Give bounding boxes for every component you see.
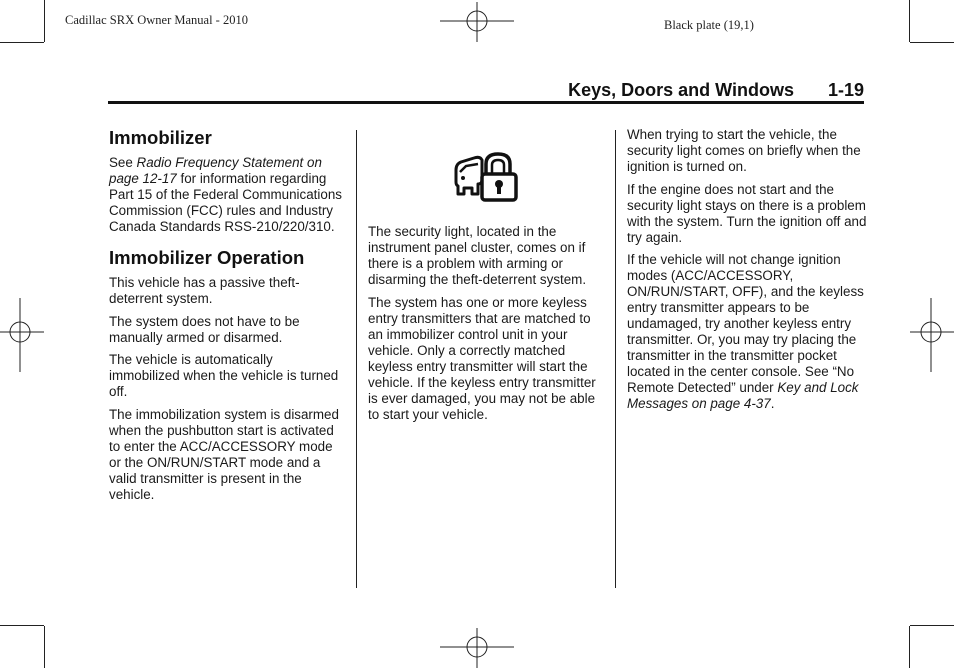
paragraph: [109, 155, 347, 235]
column-3: [627, 127, 867, 419]
crop-mark: [909, 626, 910, 668]
header-rule: [108, 101, 864, 104]
registration-mark-left: [0, 298, 44, 372]
paragraph: The immobilization system is disarmed when the pushbutton start is activated to enter the ACC/ACCESSORY mode or the ON/RUN/START mode and a valid transmitter is present in the vehicle.: [109, 406, 339, 502]
crop-mark: [909, 0, 910, 42]
heading-immobilizer: Immobilizer: [109, 127, 212, 148]
print-header-left: Cadillac SRX Owner Manual - 2010: [65, 13, 248, 27]
crop-mark: [910, 625, 954, 626]
paragraph: If the engine does not start and the security light stays on there is a problem with the system. Turn the ignition off and try again.: [627, 181, 867, 245]
column-divider: [356, 130, 357, 588]
cross-reference-link[interactable]: Radio Frequency Statement on page 12-17: [109, 155, 322, 186]
registration-mark-bottom: [440, 628, 514, 668]
cross-reference-link[interactable]: Key and Lock Messages on page 4-37: [627, 380, 859, 412]
paragraph: When trying to start the vehicle, the security light comes on briefly when the ignition is turned on.: [627, 127, 861, 174]
heading-immobilizer-operation: Immobilizer Operation: [109, 247, 305, 268]
text: for information regarding Part 15 of the Federal Communications Commission (FCC) rules and Industry Canada Standards RSS-210/220/310.: [109, 171, 342, 234]
section-title: Keys, Doors and Windows: [568, 80, 794, 100]
print-header-right: Black plate (19,1): [664, 18, 754, 32]
crop-mark: [44, 0, 45, 42]
text: See: [109, 155, 137, 170]
column-divider: [615, 130, 616, 588]
column-2: [368, 224, 608, 429]
text: If the vehicle will not change ignition modes (ACC/ACCESSORY, ON/RUN/START, OFF), and the keyless entry transmitter appears to be undamaged, try another keyless entry transmitter. Or, you may try placing the transmitter in the transmitter pocket located in the center console. See “No Remote Detected” under: [627, 252, 864, 396]
crop-mark: [44, 626, 45, 668]
registration-mark-right: [910, 298, 954, 372]
paragraph: The vehicle is automatically immobilized when the vehicle is turned off.: [109, 352, 339, 400]
paragraph: The security light, located in the instrument panel cluster, comes on if there is a problem with arming or disarming the theft-deterrent system.: [368, 224, 587, 287]
registration-mark-top: [440, 2, 514, 42]
security-light-icon: [452, 150, 520, 204]
page-number: 1-19: [827, 80, 864, 100]
text: .: [770, 396, 775, 412]
crop-mark: [910, 42, 954, 43]
crop-mark: [0, 42, 44, 43]
paragraph: The system does not have to be manually armed or disarmed.: [109, 313, 300, 345]
section-header: [108, 80, 864, 102]
paragraph: The system has one or more keyless entry transmitters that are matched to an immobilizer control unit in your vehicle. Only a correctly matched keyless entry transmitter will start the vehicle. If the keyless entry transmitter is ever damaged, you may not be able to start your vehicle.: [368, 294, 596, 422]
paragraph: This vehicle has a passive theft-deterrent system.: [109, 275, 300, 306]
column-1: [109, 127, 347, 509]
paragraph: [627, 252, 867, 412]
crop-mark: [0, 625, 44, 626]
